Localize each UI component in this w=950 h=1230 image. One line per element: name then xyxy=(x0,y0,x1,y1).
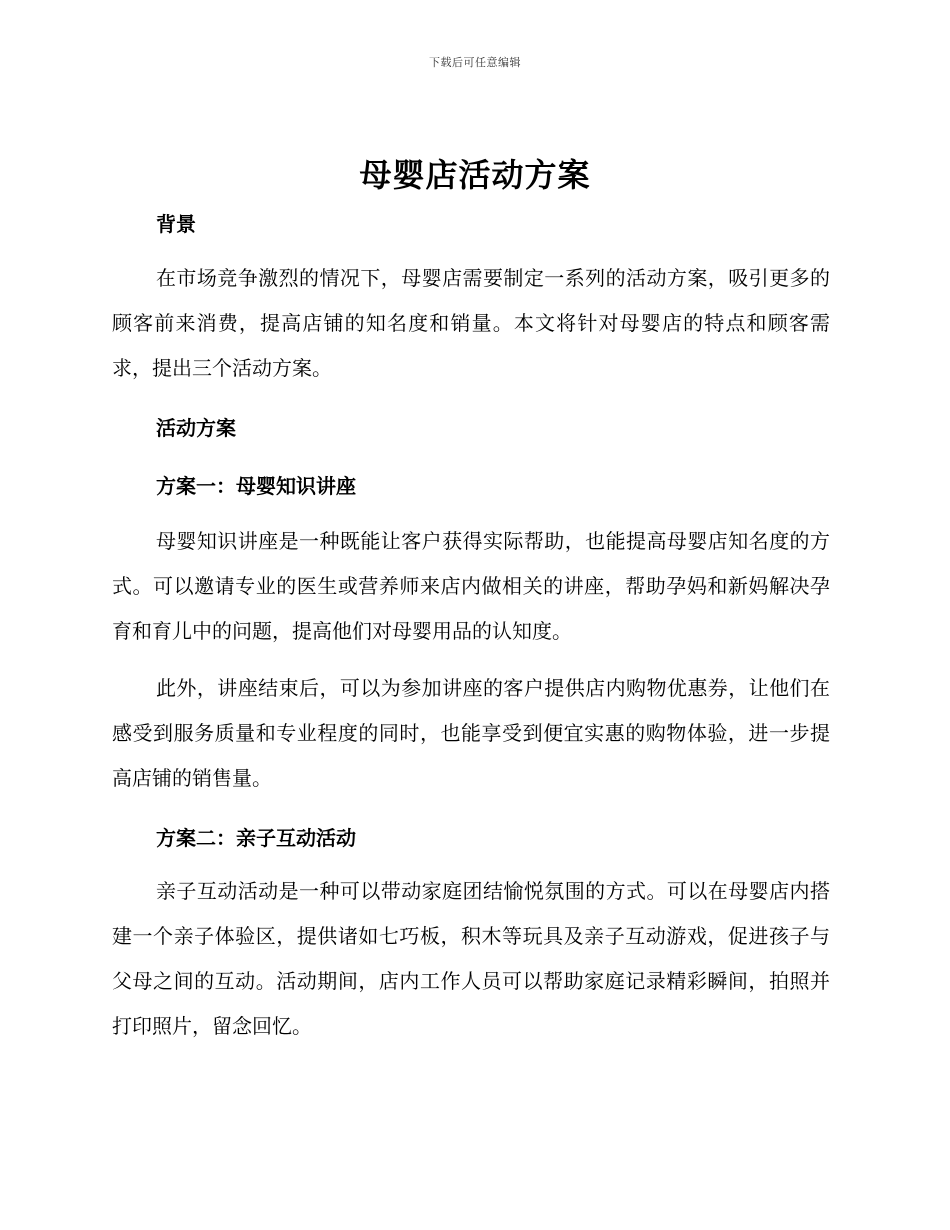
plan2-paragraph-1: 亲子互动活动是一种可以带动家庭团结愉悦氛围的方式。可以在母婴店内搭建一个亲子体验区，提供诸如七巧板，积木等玩具及亲子互动游戏，促进孩子与父母之间的互动。活动期间，店内工作人员可以帮助家庭记录精彩瞬间，拍照并打印照片，留念回忆。 xyxy=(112,879,830,1038)
document-title: 母婴店活动方案 xyxy=(359,156,591,194)
plan1-heading: 方案一：母婴知识讲座 xyxy=(156,474,356,498)
plan2-heading: 方案二：亲子互动活动 xyxy=(156,826,356,850)
plans-heading: 活动方案 xyxy=(156,416,236,440)
plan1-paragraph-2: 此外，讲座结束后，可以为参加讲座的客户提供店内购物优惠券，让他们在感受到服务质量和专业程度的同时，也能享受到便宜实惠的购物体验，进一步提高店铺的销售量。 xyxy=(112,676,830,790)
background-heading: 背景 xyxy=(156,212,196,236)
plan1-paragraph-1: 母婴知识讲座是一种既能让客户获得实际帮助，也能提高母婴店知名度的方式。可以邀请专业的医生或营养师来店内做相关的讲座，帮助孕妈和新妈解决孕育和育儿中的问题，提高他们对母婴用品的认知度。 xyxy=(112,529,830,643)
page-header-note: 下载后可任意编辑 xyxy=(429,56,521,69)
background-paragraph: 在市场竞争激烈的情况下，母婴店需要制定一系列的活动方案，吸引更多的顾客前来消费，提高店铺的知名度和销量。本文将针对母婴店的特点和顾客需求，提出三个活动方案。 xyxy=(112,266,830,380)
